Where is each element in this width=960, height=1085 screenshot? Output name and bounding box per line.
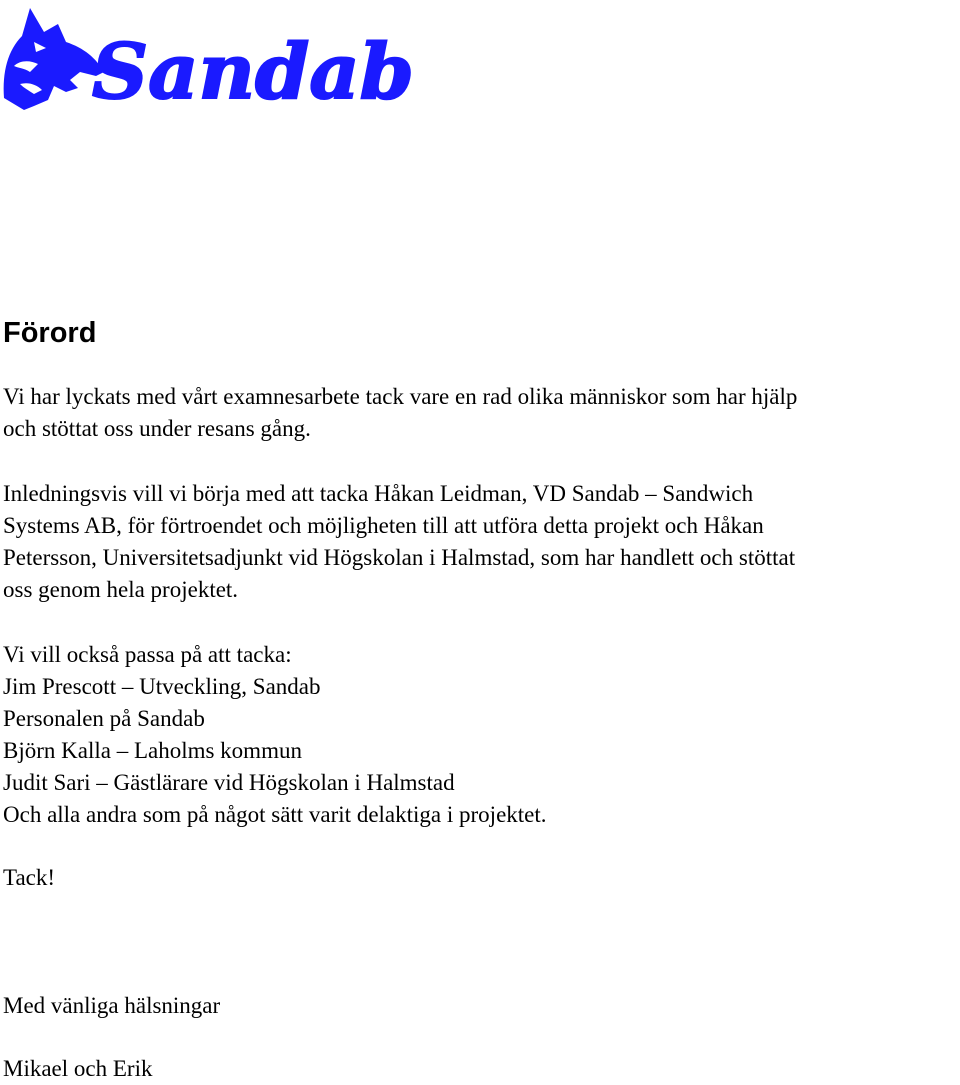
signature-text: Mikael och Erik (3, 1056, 153, 1081)
wolf-head-icon (0, 2, 420, 114)
paragraph-line: Systems AB, för förtroendet och möjligheten till att utföra detta projekt och Håkan (3, 513, 764, 538)
paragraph-line: Vi har lyckats med vårt examnesarbete tack vare en rad olika människor som har hjälp (3, 384, 798, 409)
paragraph-line: och stöttat oss under resans gång. (3, 416, 311, 441)
paragraph-line: Och alla andra som på något sätt varit delaktiga i projektet. (3, 802, 547, 827)
paragraph-line: Personalen på Sandab (3, 706, 205, 731)
paragraph-line: oss genom hela projektet. (3, 577, 239, 602)
paragraph-line: Jim Prescott – Utveckling, Sandab (3, 674, 321, 699)
paragraph-line: Vi vill också passa på att tacka: (3, 642, 292, 667)
logo-wordmark: Sandab (92, 27, 414, 114)
paragraph-line: Petersson, Universitetsadjunkt vid Högskolan i Halmstad, som har handlett och stöttat (3, 545, 796, 570)
closing-text: Med vänliga hälsningar (3, 993, 221, 1018)
thanks-text: Tack! (3, 865, 56, 890)
sandab-logo (0, 2, 420, 114)
paragraph-line: Inledningsvis vill vi börja med att tacka Håkan Leidman, VD Sandab – Sandwich (3, 481, 754, 506)
page-title: Förord (3, 317, 97, 349)
paragraph-line: Judit Sari – Gästlärare vid Högskolan i Halmstad (3, 770, 455, 795)
paragraph-line: Björn Kalla – Laholms kommun (3, 738, 302, 763)
